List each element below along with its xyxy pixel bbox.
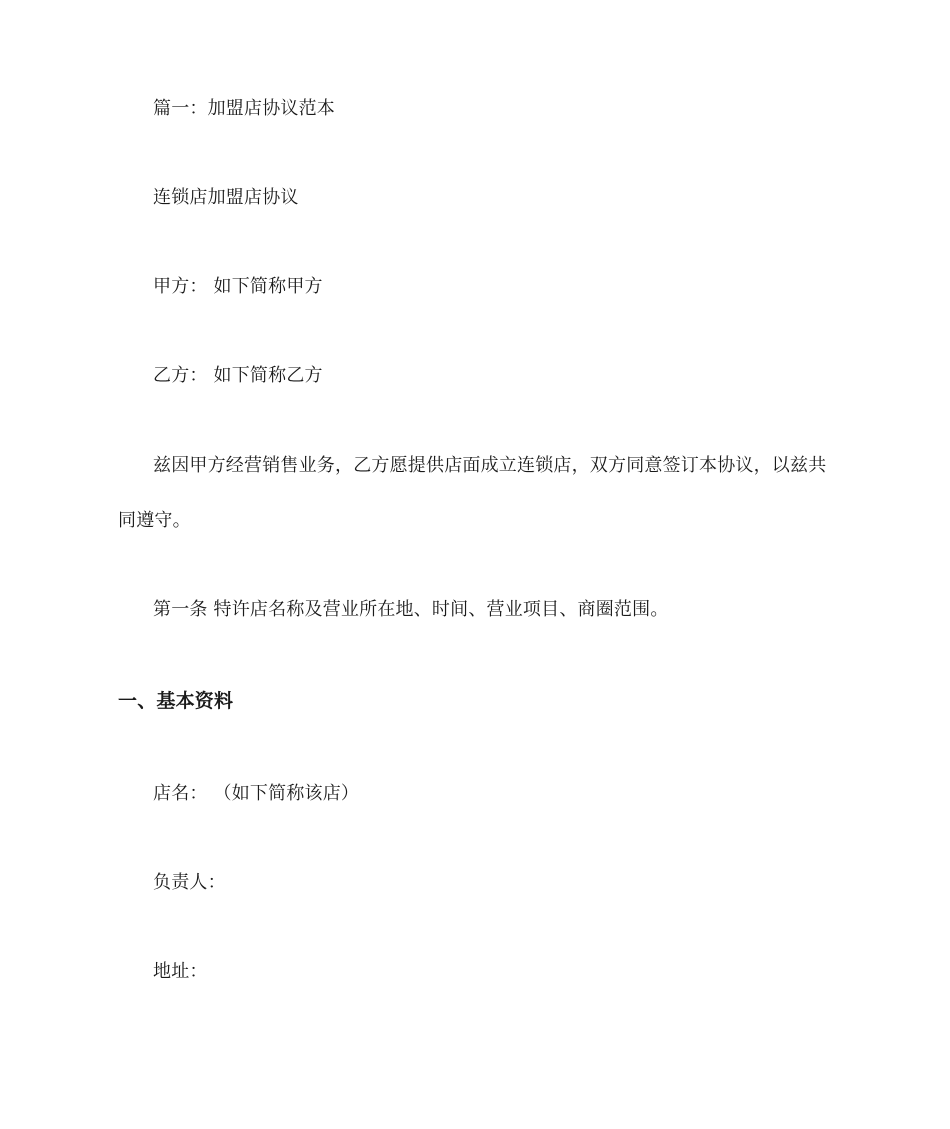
preamble-line-1: 兹因甲方经营销售业务，乙方愿提供店面成立连锁店，双方同意签订本协议，以兹共 — [153, 455, 827, 476]
article-1-line: 第一条 特许店名称及营业所在地、时间、营业项目、商圈范围。 — [153, 599, 669, 620]
document-title: 篇一：加盟店协议范本 — [153, 98, 335, 119]
address-field: 地址： — [153, 961, 208, 982]
preamble-line-2: 同遵守。 — [118, 510, 191, 531]
party-a-line: 甲方： 如下简称甲方 — [153, 276, 323, 297]
person-in-charge-field: 负责人： — [153, 872, 226, 893]
party-b-line: 乙方： 如下简称乙方 — [153, 365, 323, 386]
document-subtitle: 连锁店加盟店协议 — [153, 187, 299, 208]
store-name-field: 店名： （如下简称该店） — [153, 783, 360, 804]
section-1-heading: 一、基本资料 — [118, 690, 234, 712]
